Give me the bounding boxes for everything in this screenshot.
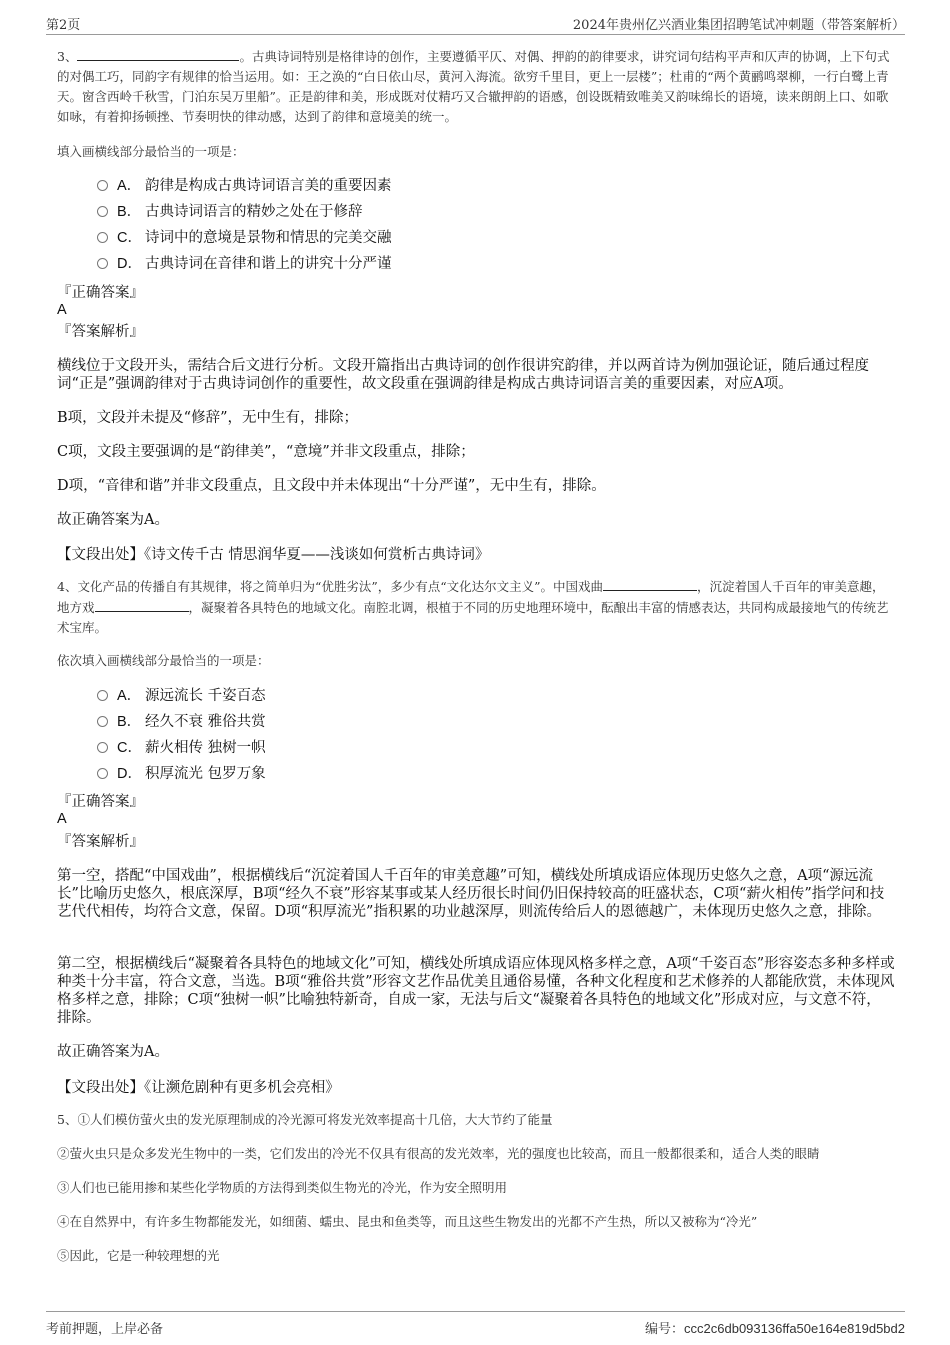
option-c[interactable]: C． 薪火相传 独树一帜 xyxy=(97,738,266,758)
document-id: 编号：ccc2c6db093136ffa50e164e819d5bd2 xyxy=(645,1321,905,1336)
radio-icon[interactable] xyxy=(97,206,108,217)
correct-answer-label: 『正确答案』 xyxy=(57,794,144,810)
analysis-conclusion: 故正确答案为A。 xyxy=(57,512,169,528)
question-number: 5、 xyxy=(57,1112,78,1127)
question-number: 4、 xyxy=(57,579,78,594)
option-a[interactable]: A． 韵律是构成古典诗词语言美的重要因素 xyxy=(97,176,392,196)
page-footer xyxy=(46,1311,905,1338)
analysis-paragraph: 第一空，搭配“中国戏曲”，根据横线后“沉淀着国人千百年的审美意趣”可知，横线处所填成语应体现历史悠久之意，A项“源远流长”比喻历史悠久，根底深厚，B项“经久不衰”形容某事或某人经历很长时间仍旧保持较高的旺盛状态，C项“薪火相传”指学问和技艺代代相传，均符合文意，保留。D项“积厚流光”指积累的功业越深厚，则流传给后人的恩德越广，未体现历史悠久之意，排除。 xyxy=(57,868,885,920)
question-5-line: 5、①人们模仿萤火虫的发光原理制成的冷光源可将发光效率提高十几倍，大大节约了能量 xyxy=(57,1112,553,1127)
radio-icon[interactable] xyxy=(97,768,108,779)
source-citation: 【文段出处】《让濒危剧种有更多机会亮相》 xyxy=(57,1080,340,1096)
analysis-label: 『答案解析』 xyxy=(57,834,144,850)
page-number: 第2页 xyxy=(46,18,81,33)
analysis-conclusion: 故正确答案为A。 xyxy=(57,1044,169,1060)
radio-icon[interactable] xyxy=(97,742,108,753)
option-d[interactable]: D． 积厚流光 包罗万象 xyxy=(97,764,266,784)
correct-answer-label: 『正确答案』 xyxy=(57,285,144,301)
question-5-line: ④在自然界中，有许多生物都能发光，如细菌、蠕虫、昆虫和鱼类等，而且这些生物发出的光都不产生热，所以又被称为“冷光” xyxy=(57,1214,758,1229)
radio-icon[interactable] xyxy=(97,232,108,243)
analysis-paragraph: B项，文段并未提及“修辞”，无中生有，排除； xyxy=(57,410,358,426)
analysis-paragraph: 横线位于文段开头，需结合后文进行分析。文段开篇指出古典诗词的创作很讲究韵律，并以两首诗为例加强论证，随后通过程度词“正是”强调韵律对于古典诗词创作的重要性，故文段重在强调韵律是构成古典诗词语言美的重要因素，对应A项。 xyxy=(57,358,869,392)
fill-blank xyxy=(603,576,697,591)
fill-blank xyxy=(77,46,239,61)
question-5-line: ③人们也已能用掺和某些化学物质的方法得到类似生物光的冷光，作为安全照明用 xyxy=(57,1180,508,1195)
footer-slogan: 考前押题，上岸必备 xyxy=(46,1322,164,1337)
analysis-paragraph: C项，文段主要强调的是“韵律美”，“意境”并非文段重点，排除； xyxy=(57,444,475,460)
option-a[interactable]: A． 源远流长 千姿百态 xyxy=(97,686,266,706)
correct-answer: A xyxy=(57,811,67,827)
source-citation: 【文段出处】《诗文传千古 情思润华夏——浅谈如何赏析古典诗词》 xyxy=(57,547,490,563)
question-5-line: ⑤因此，它是一种较理想的光 xyxy=(57,1248,220,1263)
analysis-label: 『答案解析』 xyxy=(57,324,144,340)
question-5-line: ②萤火虫只是众多发光生物中的一类，它们发出的冷光不仅具有很高的发光效率，光的强度也比较高，而且一般都很柔和，适合人类的眼睛 xyxy=(57,1146,820,1161)
question-3-prompt: 填入画横线部分最恰当的一项是： xyxy=(57,144,245,159)
question-3-stem xyxy=(57,46,895,127)
question-4-stem: 4、文化产品的传播自有其规律，将之简单归为“优胜劣汰”，多少有点“文化达尔文主义”。中国戏曲 ，沉淀着国人千百年的审美意趣，地方戏 ，凝聚着各具特色的地域文化。南腔北调，根植于不同的历史地理环境中，酝酿出丰富的情感表达，共同构成最接地气的传统艺术宝库。 xyxy=(57,576,895,638)
option-d[interactable]: D． 古典诗词在音律和谐上的讲究十分严谨 xyxy=(97,254,392,274)
document-title: 2024年贵州亿兴酒业集团招聘笔试冲刺题（带答案解析） xyxy=(572,18,905,33)
radio-icon[interactable] xyxy=(97,180,108,191)
question-number: 3、 xyxy=(57,49,78,64)
question-4-prompt: 依次填入画横线部分最恰当的一项是： xyxy=(57,653,270,668)
radio-icon[interactable] xyxy=(97,690,108,701)
radio-icon[interactable] xyxy=(97,716,108,727)
page-header xyxy=(46,12,905,35)
option-c[interactable]: C． 诗词中的意境是景物和情思的完美交融 xyxy=(97,228,392,248)
option-b[interactable]: B． 经久不衰 雅俗共赏 xyxy=(97,712,266,732)
option-b[interactable]: B． 古典诗词语言的精妙之处在于修辞 xyxy=(97,202,363,222)
fill-blank xyxy=(95,597,189,612)
correct-answer: A xyxy=(57,302,67,318)
question-text: 。古典诗词特别是格律诗的创作，主要遵循平仄、对偶、押韵的韵律要求，讲究词句结构平声和仄声的协调，上下句式的对偶工巧，同韵字有规律的恰当运用。如：王之涣的“白日依山尽，黄河入海流。欲穷千里目，更上一层楼”；杜甫的“两个黄鹂鸣翠柳，一行白鹭上青天。窗含西岭千秋雪，门泊东吴万里船”。正是韵律和美，形成既对仗精巧又合辙押韵的语感，创设既精致唯美又韵味绵长的语境，读来朗朗上口、如歌如咏，有着抑扬顿挫、节奏明快的律动感，达到了韵律和意境美的统一。 xyxy=(57,49,890,124)
analysis-paragraph: 第二空，根据横线后“凝聚着各具特色的地域文化”可知，横线处所填成语应体现风格多样之意，A项“千姿百态”形容姿态多种多样或种类十分丰富，符合文意，当选。B项“雅俗共赏”形容文艺作品优美且通俗易懂，各种文化程度和艺术修养的人都能欣赏，未体现风格多样之意，排除；C项“独树一帜”比喻独特新奇，自成一家，无法与后文“凝聚着各具特色的地域文化”形成对应，与文意不符，排除。 xyxy=(57,956,895,1026)
analysis-paragraph: D项，“音律和谐”并非文段重点，且文段中并未体现出“十分严谨”，无中生有，排除。 xyxy=(57,478,606,494)
radio-icon[interactable] xyxy=(97,258,108,269)
